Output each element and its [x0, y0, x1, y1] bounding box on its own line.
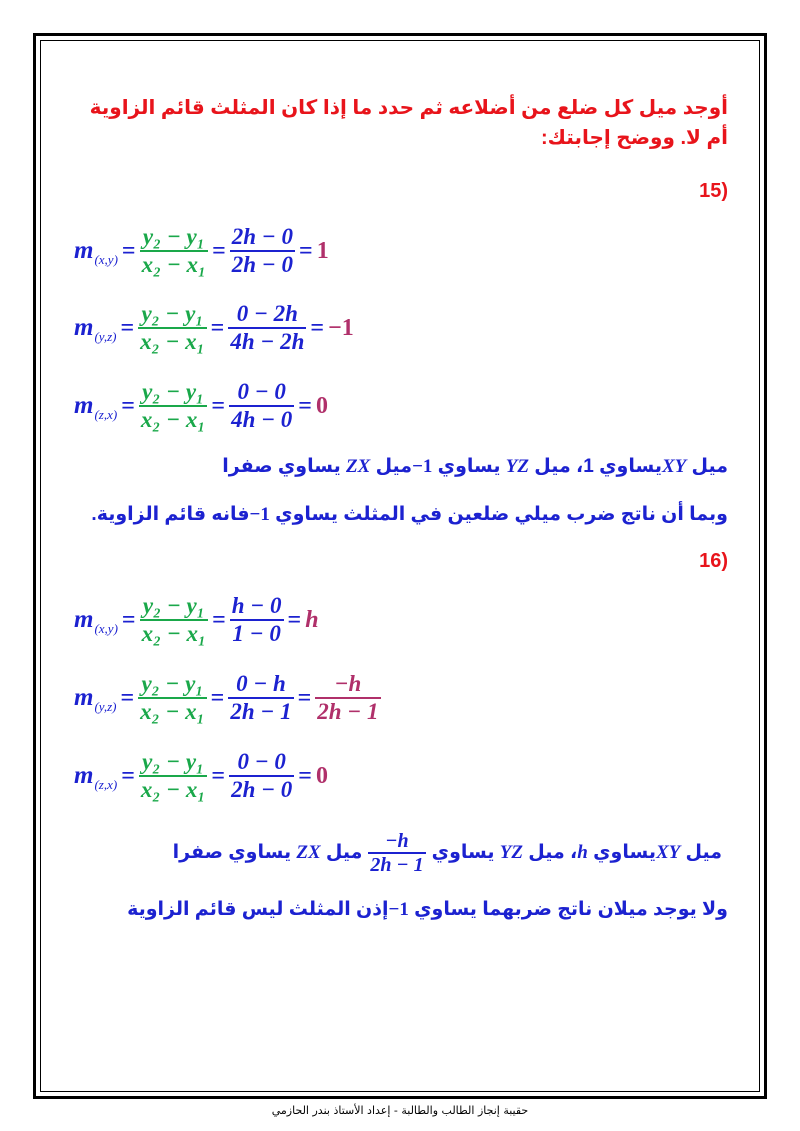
formula-numerator: y₂ − y₁	[142, 379, 205, 404]
text-segment: يساوي صفرا	[222, 456, 347, 477]
slope-formula-fraction	[140, 224, 208, 278]
substituted-numerator: 0 − 0	[237, 379, 286, 404]
page-footer: حقيبة إنجاز الطالب والطالبة - إعداد الأستاذ بندر الحازمي	[271, 1104, 529, 1117]
slope-result: 0	[315, 392, 328, 419]
substituted-fraction	[229, 379, 294, 433]
number-value: 1−	[388, 899, 409, 920]
formula-denominator: x₂ − x₁	[140, 407, 206, 432]
text-segment: يساوي صفرا	[172, 842, 297, 864]
inline-denominator: 2h − 1	[370, 854, 424, 876]
equals-sign: =	[121, 392, 135, 419]
substituted-fraction	[229, 749, 294, 803]
formula-numerator: y₂ − y₁	[142, 749, 205, 774]
slope-result: 1	[316, 237, 329, 264]
equals-sign: =	[211, 392, 226, 419]
question-16-number: (16	[699, 550, 728, 572]
side-label: YZ	[499, 842, 523, 864]
text-segment: يساوي	[432, 456, 506, 477]
q15-slope-xy	[74, 219, 329, 283]
q16-slopes-statement	[173, 830, 722, 876]
side-label: XY	[655, 842, 681, 864]
side-label: XY	[661, 456, 687, 477]
result-numerator: −h	[334, 671, 362, 696]
text-segment: ميل	[320, 842, 363, 864]
formula-numerator: y₂ − y₁	[141, 671, 204, 696]
q15-slopes-statement	[222, 455, 728, 478]
slope-subscript: (x,y)	[94, 621, 118, 636]
slope-subscript: (x,y)	[94, 252, 118, 267]
slope-subscript: (y,z)	[94, 329, 117, 344]
equals-sign: =	[212, 237, 226, 264]
formula-numerator: y₂ − y₁	[142, 224, 205, 249]
text-segment: ولا يوجد ميلان ناتج ضربهما يساوي	[408, 899, 728, 920]
slope-symbol: m	[74, 684, 94, 711]
inline-numerator: −h	[385, 830, 409, 852]
equals-sign: =	[120, 314, 135, 341]
text-segment: يساوي	[587, 842, 656, 864]
substituted-denominator: 4h − 2h	[230, 329, 305, 354]
slope-subscript: (z,x)	[94, 777, 118, 792]
text-segment: ميل	[680, 842, 722, 864]
substituted-fraction	[228, 301, 306, 355]
question-15-number: (15	[699, 180, 728, 202]
substituted-denominator: 2h − 1	[230, 699, 292, 724]
slope-symbol: m	[74, 606, 94, 633]
number-value: 1−	[412, 456, 433, 477]
slope-result: h	[305, 606, 319, 633]
formula-numerator: y₂ − y₁	[141, 301, 204, 326]
variable-h: h	[577, 842, 588, 864]
q15-slope-yz	[74, 296, 354, 360]
substituted-denominator: 2h − 0	[231, 777, 293, 802]
equals-sign: =	[212, 606, 226, 633]
slope-formula-fraction	[138, 301, 206, 355]
slope-formula-fraction	[139, 749, 207, 803]
substituted-denominator: 1 − 0	[232, 621, 281, 646]
side-label: YZ	[505, 456, 529, 477]
slope-result: 0	[315, 762, 328, 789]
slope-symbol: m	[74, 762, 94, 789]
q16-conclusion	[127, 898, 728, 921]
q16-slope-xy	[74, 588, 319, 652]
slope-result-fraction	[315, 671, 380, 725]
equals-sign: =	[121, 237, 136, 264]
equals-sign: =	[297, 684, 312, 711]
substituted-fraction	[230, 224, 295, 278]
equals-sign: =	[298, 762, 312, 789]
side-label: ZX	[346, 456, 371, 477]
slope-subscript: (y,z)	[94, 699, 117, 714]
instruction-title: أوجد ميل كل ضلع من أضلاعه ثم حدد ما إذا كان المثلث قائم الزاوية أم لا. ووضح إجابتك:	[89, 97, 728, 149]
equals-sign: =	[121, 606, 136, 633]
slope-formula-fraction	[140, 593, 208, 647]
formula-denominator: x₂ − x₁	[141, 252, 207, 277]
slope-symbol: m	[74, 314, 94, 341]
substituted-numerator: 0 − 0	[237, 749, 286, 774]
substituted-fraction	[230, 593, 284, 647]
substituted-numerator: 0 − 2h	[236, 301, 298, 326]
substituted-numerator: 0 − h	[236, 671, 286, 696]
result-denominator: 2h − 1	[317, 699, 379, 724]
equals-sign: =	[210, 684, 225, 711]
text-segment: ميل	[686, 456, 728, 477]
slope-result: −1	[328, 314, 354, 341]
equals-sign: =	[287, 606, 302, 633]
q15-slope-zx	[74, 374, 328, 438]
slope-symbol: m	[74, 392, 94, 419]
text-segment: إذن المثلث ليس قائم الزاوية	[127, 899, 389, 920]
substituted-numerator: h − 0	[231, 593, 282, 618]
q15-conclusion	[91, 503, 728, 526]
equals-sign: =	[211, 762, 226, 789]
slope-subscript: (z,x)	[94, 407, 118, 422]
side-label: ZX	[296, 842, 321, 864]
equals-sign: =	[120, 684, 135, 711]
text-segment: يساوي	[431, 842, 500, 864]
slope-formula-fraction	[139, 379, 207, 433]
formula-denominator: x₂ − x₁	[140, 699, 205, 724]
substituted-denominator: 4h − 0	[231, 407, 293, 432]
number-value: 1−	[249, 504, 270, 525]
text-segment: يساوي 1، ميل	[529, 456, 662, 477]
formula-denominator: x₂ − x₁	[141, 621, 207, 646]
equals-sign: =	[310, 314, 325, 341]
page-border-inner	[40, 40, 760, 1092]
slope-symbol: m	[74, 237, 94, 264]
text-segment: فانه قائم الزاوية.	[91, 504, 250, 525]
inline-slope-fraction	[368, 830, 425, 876]
substituted-fraction	[228, 671, 293, 725]
q16-slope-yz	[74, 666, 381, 730]
slope-formula-fraction	[138, 671, 206, 725]
text-segment: ، ميل	[523, 842, 578, 864]
q16-slope-zx	[74, 744, 328, 808]
text-segment: ميل	[370, 456, 413, 477]
formula-denominator: x₂ − x₁	[140, 329, 205, 354]
equals-sign: =	[298, 392, 312, 419]
formula-numerator: y₂ − y₁	[142, 593, 205, 618]
substituted-numerator: 2h − 0	[231, 224, 293, 249]
text-segment: وبما أن ناتج ضرب ميلي ضلعين في المثلث يساوي	[269, 504, 728, 525]
substituted-denominator: 2h − 0	[231, 252, 293, 277]
equals-sign: =	[210, 314, 225, 341]
equals-sign: =	[299, 237, 313, 264]
formula-denominator: x₂ − x₁	[140, 777, 206, 802]
equals-sign: =	[121, 762, 135, 789]
